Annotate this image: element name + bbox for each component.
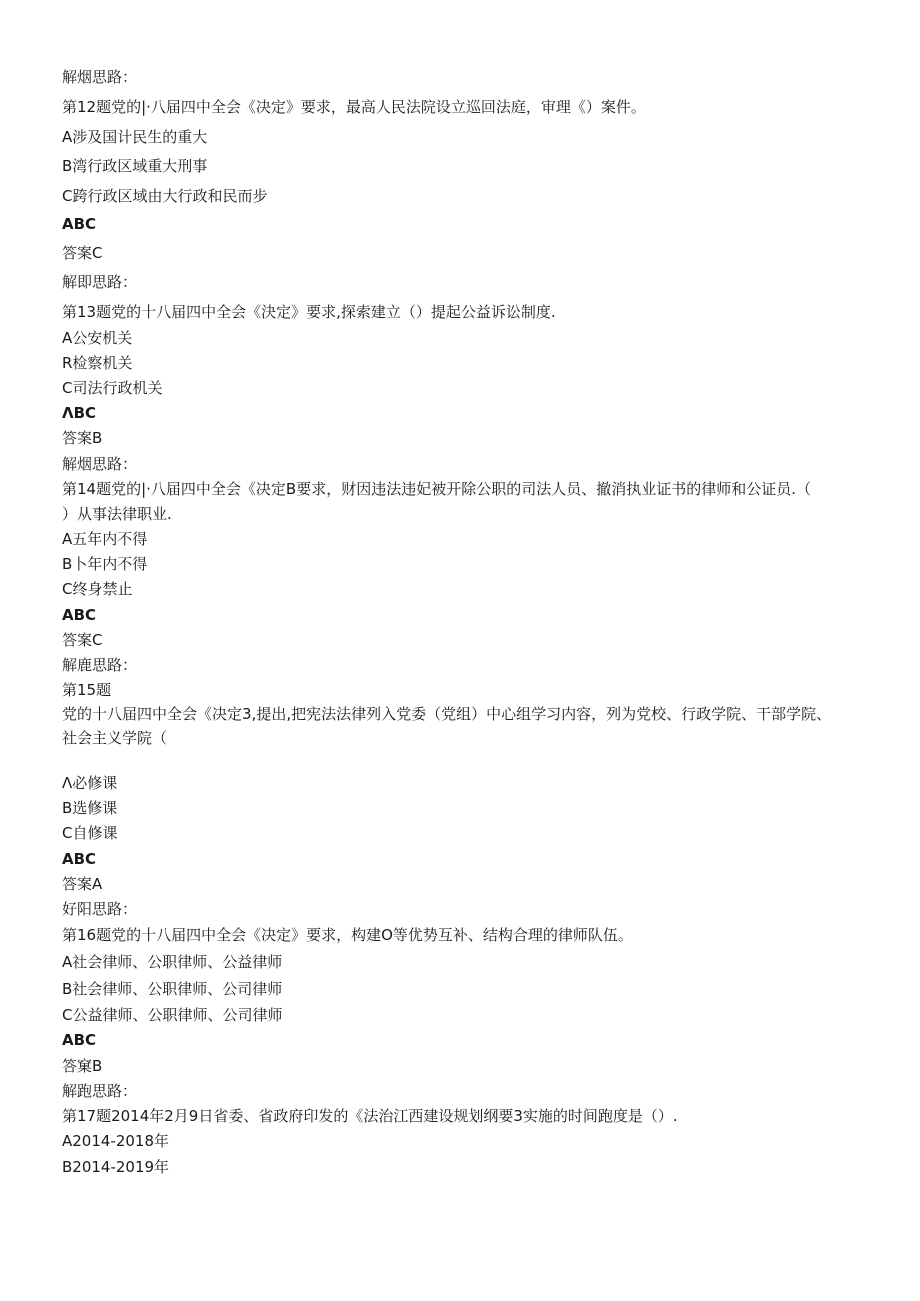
text-line: 答窠B: [62, 1057, 103, 1075]
text-line: 第17题2014年2月9日省委、省政府印发的《法治江西建设规划纲要3实施的时间跑度是（）.: [62, 1107, 678, 1125]
text-line: A社会律师、公职律师、公益律师: [62, 953, 283, 971]
text-line: A2014-2018年: [62, 1132, 170, 1150]
text-line: ABC: [62, 850, 97, 868]
text-line: A公安机关: [62, 329, 133, 347]
text-line: C公益律师、公职律师、公司律师: [62, 1006, 283, 1024]
text-line: ABC: [62, 606, 97, 624]
text-line: 解即思路：: [62, 273, 138, 291]
text-line: A涉及国计民生的重大: [62, 128, 208, 146]
text-line: Λ必修课: [62, 774, 118, 792]
text-line: 党的十八届四中全会《决定3,提出,把宪法法律列入党委（党组）中心组学习内容，列为党校、行政学院、干部学院、: [62, 705, 832, 723]
text-line: 社会主义学院（: [62, 729, 168, 747]
text-line: C司法行政机关: [62, 379, 163, 397]
text-line: 答案C: [62, 631, 103, 649]
text-line: B卜年内不得: [62, 555, 148, 573]
text-line: R检察机关: [62, 354, 133, 372]
text-line: 第14题党的|·八届四中全会《决定B要求，财因违法违妃被开除公职的司法人员、撤消执业证书的律师和公证员.（: [62, 480, 811, 498]
text-line: 第13题党的十八届四中全会《決定》要求,探索建立（）提起公益诉讼制度.: [62, 303, 556, 321]
text-line: 解鹿思路：: [62, 656, 138, 674]
text-line: C自修课: [62, 824, 118, 842]
text-line: B选修课: [62, 799, 118, 817]
text-line: B社会律师、公职律师、公司律师: [62, 980, 283, 998]
text-line: ΛBC: [62, 404, 97, 422]
text-line: C跨行政区域由大行政和民而步: [62, 187, 268, 205]
text-line: ）从事法律职业.: [62, 505, 172, 523]
text-line: B2014-2019年: [62, 1158, 170, 1176]
text-line: 第15题: [62, 681, 112, 699]
text-line: A五年内不得: [62, 530, 148, 548]
text-line: C终身禁止: [62, 580, 133, 598]
text-line: 答案A: [62, 875, 103, 893]
text-line: 解烟思路：: [62, 455, 138, 473]
text-line: 第16题党的十八届四中全会《决定》要求，构建O等优势互补、结构合理的律师队伍。: [62, 926, 633, 944]
text-line: 答案B: [62, 429, 103, 447]
text-line: 解烟思路：: [62, 68, 138, 86]
text-line: ABC: [62, 1031, 97, 1049]
text-line: 好阳思路：: [62, 900, 138, 918]
text-line: ABC: [62, 215, 97, 233]
text-line: 答案C: [62, 244, 103, 262]
text-line: 第12题党的|·八届四中全会《决定》要求，最高人民法院设立巡回法庭，审理《）案件。: [62, 98, 646, 116]
text-line: B湾行政区域重大刑事: [62, 157, 208, 175]
text-line: 解跑思路：: [62, 1082, 138, 1100]
